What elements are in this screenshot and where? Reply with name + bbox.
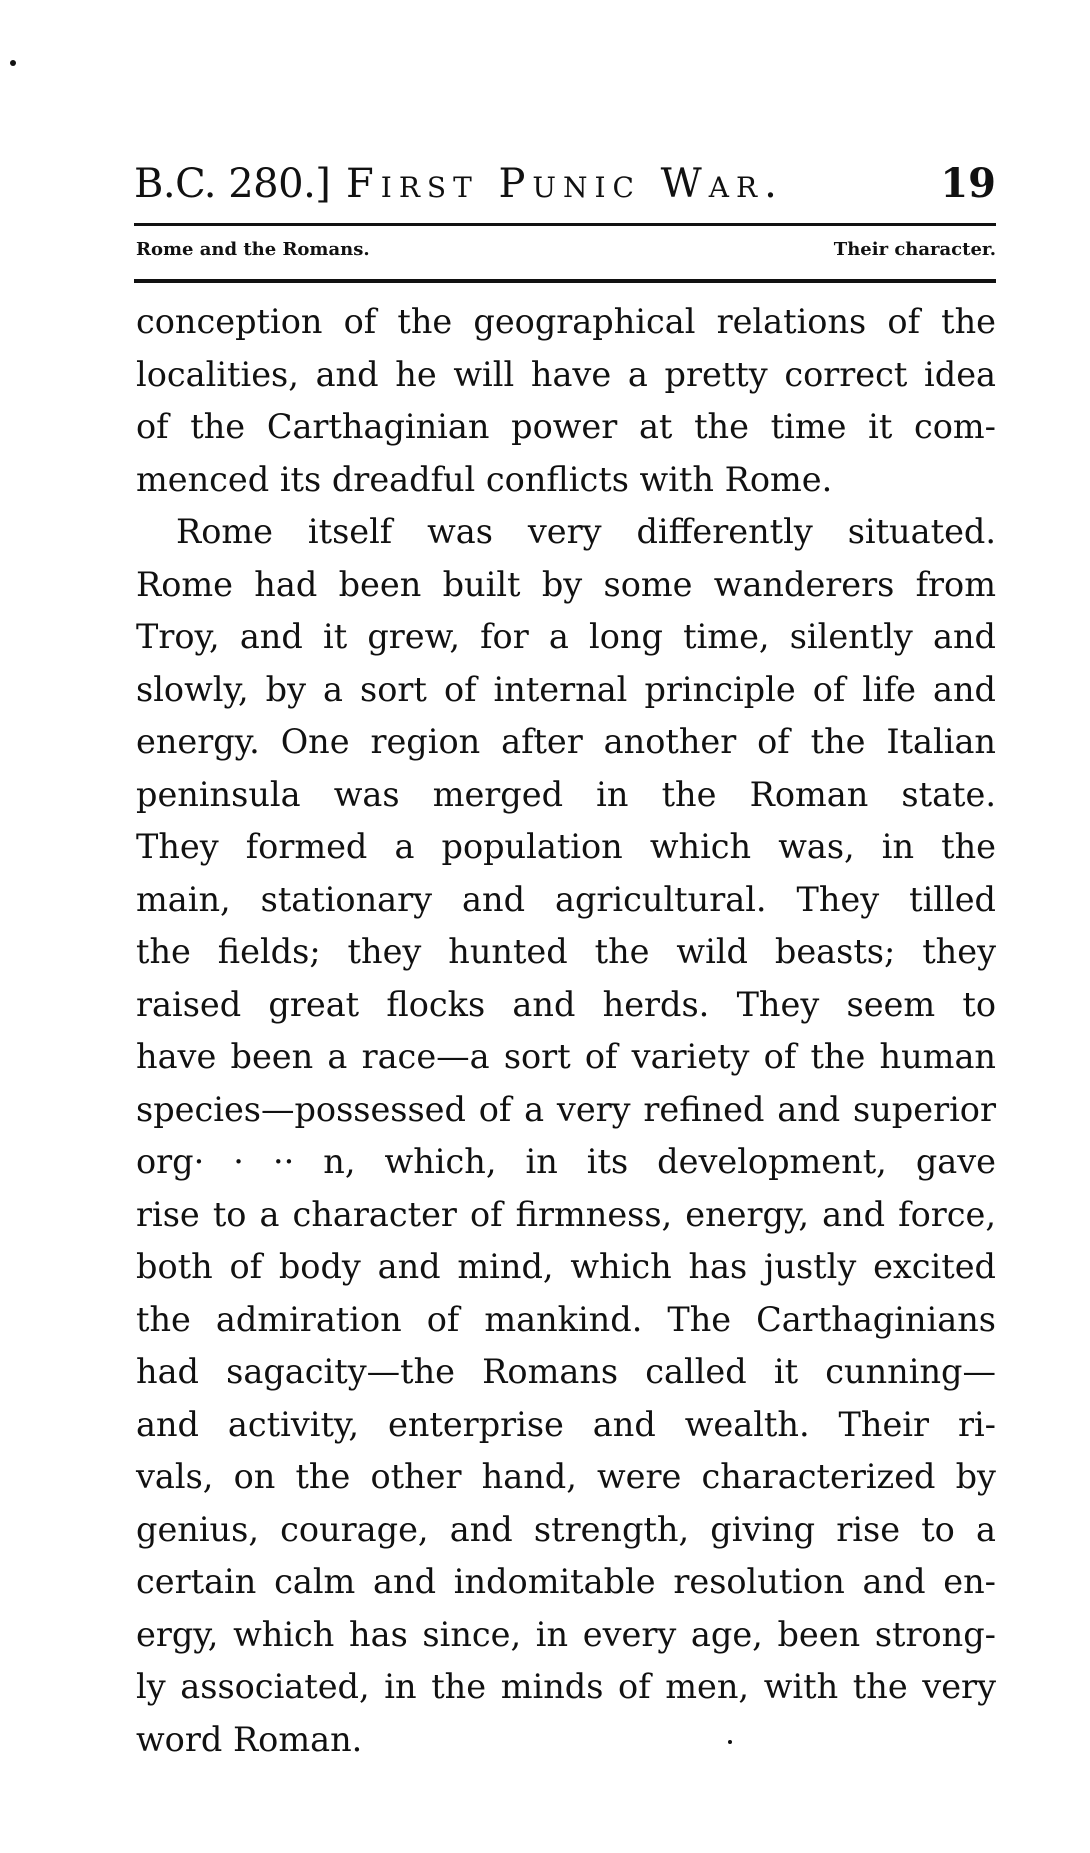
text-line: both of body and mind, which has justly excited (136, 1247, 996, 1286)
text-line: ly associated, in the minds of men, with the very (136, 1667, 996, 1706)
header-title: First Punic War. (346, 161, 784, 207)
header-date: B.C. 280.] (134, 161, 331, 207)
text-line: localities, and he will have a pretty correct idea (136, 354, 996, 394)
subheader-right: Their character. (833, 239, 996, 260)
text-line: ergy, which has since, in every age, been strong- (136, 1614, 996, 1654)
text-line: peninsula was merged in the Roman state. (136, 774, 996, 814)
text-line: certain calm and indomitable resolution and en- (136, 1562, 996, 1601)
text-line: raised great flocks and herds. They seem to (136, 984, 996, 1024)
text-line: org· · ·· n, which, in its development, gave (136, 1142, 996, 1181)
text-line: Rome itself was very differently situated. (176, 512, 996, 551)
text-line: vals, on the other hand, were characterized by (136, 1457, 996, 1496)
text-line: main, stationary and agricultural. They tilled (136, 879, 996, 919)
text-line: menced its dreadful conflicts with Rome. (136, 459, 833, 499)
ink-speck (10, 60, 16, 66)
text-line: the admiration of mankind. The Carthaginians (136, 1299, 996, 1339)
header-rule-bottom (134, 279, 996, 283)
subheader-left: Rome and the Romans. (136, 239, 370, 260)
text-line: Rome had been built by some wanderers from (136, 564, 996, 604)
text-line: slowly, by a sort of internal principle of life and (136, 669, 996, 709)
text-line: of the Carthaginian power at the time it com- (136, 407, 996, 446)
text-line: conception of the geographical relations of the (136, 302, 996, 341)
text-line: energy. One region after another of the Italian (136, 722, 996, 761)
running-header (134, 156, 996, 212)
text-line: the fields; they hunted the wild beasts; they (136, 932, 996, 971)
text-line: had sagacity—the Romans called it cunning— (136, 1352, 996, 1391)
text-line: and activity, enterprise and wealth. Their ri- (136, 1404, 996, 1444)
text-line: rise to a character of firmness, energy, and force, (136, 1194, 996, 1234)
text-line: species—possessed of a very refined and superior (136, 1089, 996, 1129)
text-line: They formed a population which was, in the (136, 827, 996, 866)
page-number: 19 (940, 160, 996, 207)
text-line: Troy, and it grew, for a long time, silently and (136, 617, 996, 656)
text-line: have been a race—a sort of variety of the human (136, 1037, 996, 1076)
header-rule-top (134, 223, 996, 226)
text-line: word Roman. (136, 1719, 363, 1759)
text-line: genius, courage, and strength, giving rise to a (136, 1509, 996, 1549)
body-text (136, 296, 996, 1766)
